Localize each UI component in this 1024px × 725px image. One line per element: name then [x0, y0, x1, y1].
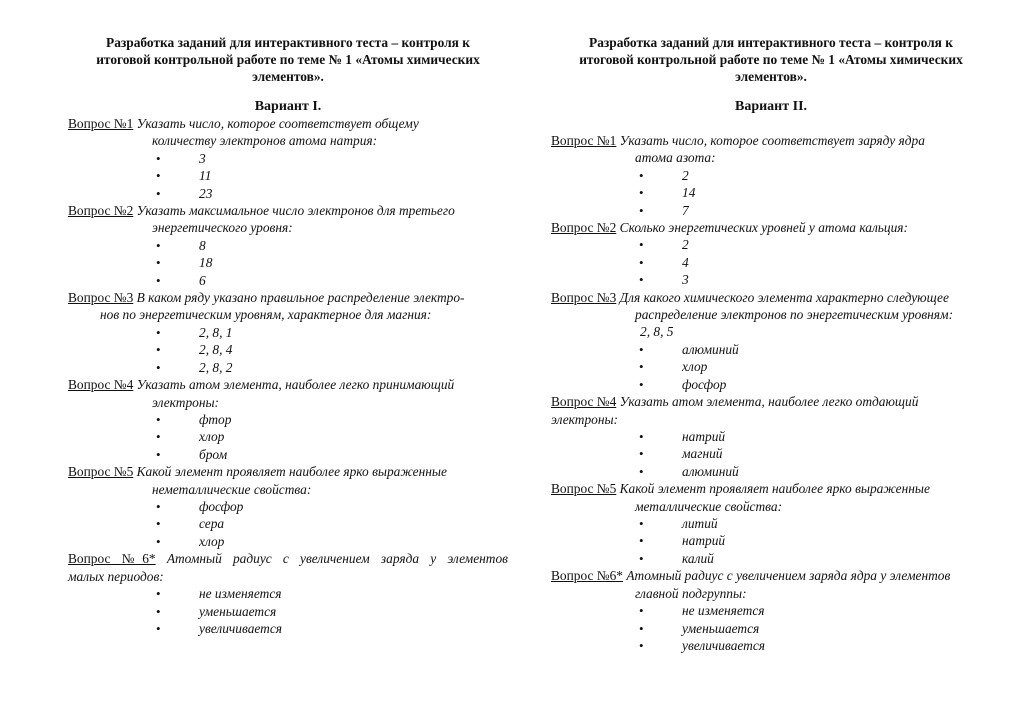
bullet-icon: • — [639, 533, 644, 549]
question-text-extra: 2, 8, 5 — [640, 324, 674, 340]
answer-option[interactable]: • увеличивается — [156, 621, 283, 637]
question-text: Атомный радиус с увеличением заряда у элементов — [166, 551, 508, 567]
answer-option[interactable]: • литий — [639, 515, 718, 531]
bullet-icon: • — [639, 620, 644, 636]
answer-option[interactable]: • калий — [639, 550, 714, 566]
bullet-icon: • — [156, 533, 161, 549]
answer-options — [551, 236, 991, 289]
bullet-icon: • — [156, 168, 161, 184]
bullet-icon: • — [639, 254, 644, 270]
bullet-icon: • — [156, 237, 161, 253]
bullet-icon: • — [156, 516, 161, 532]
question-text-cont: электроны: — [551, 411, 619, 427]
answer-option[interactable]: • 7 — [639, 202, 689, 218]
bullet-icon: • — [156, 324, 161, 340]
variant-heading: Вариант II. — [734, 99, 808, 114]
bullet-icon: • — [156, 342, 161, 358]
variant-heading: Вариант I. — [254, 99, 322, 114]
bullet-icon: • — [639, 202, 644, 218]
question-text-cont: энергетического уровня: — [152, 220, 293, 236]
bullet-icon: • — [156, 586, 161, 602]
bullet-icon: • — [639, 603, 644, 619]
question — [68, 376, 508, 463]
answer-option[interactable]: • хлор — [156, 429, 225, 445]
answer-option[interactable]: • 2 — [639, 167, 689, 183]
answer-options — [68, 498, 508, 551]
answer-options — [68, 585, 508, 638]
answer-option[interactable]: • натрий — [639, 533, 726, 549]
question-number: Вопрос №2 — [68, 203, 134, 219]
bullet-icon: • — [639, 167, 644, 183]
answer-option[interactable]: • алюминий — [639, 463, 739, 479]
answer-option[interactable]: • уменьшается — [156, 603, 277, 619]
answer-option[interactable]: • не изменяется — [639, 603, 765, 619]
question-number: Вопрос №4 — [68, 377, 134, 393]
bullet-icon: • — [156, 185, 161, 201]
bullet-icon: • — [156, 255, 161, 271]
question-number: Вопрос №6* — [68, 551, 156, 567]
document-title: Разработка заданий для интерактивного теста – контроля к итоговой контрольной работе по теме № 1 «Атомы химических элементов». — [96, 35, 480, 84]
answer-option[interactable]: • хлор — [156, 533, 225, 549]
bullet-icon: • — [639, 185, 644, 201]
bullet-icon: • — [639, 237, 644, 253]
answer-options — [68, 324, 508, 377]
answer-options — [551, 428, 991, 481]
question-number: Вопрос №3 — [551, 289, 617, 305]
question — [68, 289, 508, 376]
answer-options — [551, 341, 991, 394]
answer-options — [551, 515, 991, 568]
question — [551, 132, 991, 219]
question-number: Вопрос №5 — [68, 464, 134, 480]
question-number: Вопрос №1 — [68, 116, 134, 131]
question-text-cont: главной подгруппы: — [635, 585, 747, 601]
answer-option[interactable]: • бром — [156, 446, 228, 462]
question-text-cont: нов по энергетическим уровням, характерное для магния: — [100, 307, 432, 323]
answer-option[interactable]: • 14 — [639, 185, 696, 201]
question-text: В каком ряду указано правильное распределение электро- — [136, 290, 465, 306]
question-number: Вопрос №4 — [551, 394, 617, 410]
answer-option[interactable]: • хлор — [639, 359, 708, 375]
question — [551, 219, 991, 289]
question — [551, 567, 991, 654]
answer-option[interactable]: • магний — [639, 446, 723, 462]
question-text-cont: количеству электронов атома натрия: — [152, 133, 378, 149]
question — [551, 289, 991, 393]
bullet-icon: • — [156, 272, 161, 288]
question-text-cont: металлические свойства: — [635, 498, 783, 514]
bullet-icon: • — [639, 463, 644, 479]
question-text-cont: атома азота: — [635, 150, 716, 166]
answer-option[interactable]: • не изменяется — [156, 586, 282, 602]
answer-option[interactable]: • 2, 8, 2 — [156, 359, 233, 375]
answer-option[interactable]: • 23 — [156, 185, 213, 201]
bullet-icon: • — [639, 341, 644, 357]
answer-option[interactable]: • 8 — [156, 237, 206, 253]
question-number: Вопрос №6* — [551, 568, 623, 584]
question-text: Указать атом элемента, наиболее легко отдающий — [619, 394, 919, 410]
bullet-icon: • — [639, 359, 644, 375]
question-text: Сколько энергетических уровней у атома кальция: — [619, 220, 908, 236]
answer-option[interactable]: • натрий — [639, 428, 726, 444]
answer-option[interactable]: • 2, 8, 1 — [156, 324, 233, 340]
answer-option[interactable]: • 3 — [639, 272, 689, 288]
answer-option[interactable]: • 2 — [639, 237, 689, 253]
question-text: Какой элемент проявляет наиболее ярко выраженные — [619, 481, 930, 497]
question-number: Вопрос №1 — [551, 133, 617, 148]
question — [68, 202, 508, 289]
variant-2-column — [551, 34, 991, 655]
question-text: Атомный радиус с увеличением заряда ядра у элементов — [626, 568, 951, 584]
question-text: Указать атом элемента, наиболее легко принимающий — [136, 377, 455, 393]
question-text-cont: неметаллические свойства: — [152, 481, 312, 497]
question-number: Вопрос №3 — [68, 290, 134, 306]
answer-option[interactable]: • фосфор — [639, 376, 727, 392]
question-text: Для какого химического элемента характерно следующее — [619, 289, 949, 305]
bullet-icon: • — [639, 428, 644, 444]
question — [68, 550, 508, 637]
question-text: Указать число, которое соответствует заряду ядра — [619, 133, 925, 148]
answer-option[interactable]: • 11 — [156, 168, 212, 184]
answer-options — [68, 150, 508, 203]
question-text: Указать максимальное число электронов для третьего — [136, 203, 455, 219]
bullet-icon: • — [639, 515, 644, 531]
question-number: Вопрос №2 — [551, 220, 617, 236]
question — [68, 463, 508, 550]
answer-option[interactable]: • фтор — [156, 411, 232, 427]
bullet-icon: • — [639, 638, 644, 654]
bullet-icon: • — [156, 429, 161, 445]
answer-option[interactable]: • сера — [156, 516, 225, 532]
answer-options — [551, 602, 991, 655]
answer-options — [551, 167, 991, 220]
bullet-icon: • — [156, 498, 161, 514]
bullet-icon: • — [639, 272, 644, 288]
answer-options — [68, 411, 508, 464]
answer-option[interactable]: • увеличивается — [639, 638, 766, 654]
bullet-icon: • — [156, 603, 161, 619]
bullet-icon: • — [156, 150, 161, 166]
question — [68, 115, 508, 202]
bullet-icon: • — [639, 376, 644, 392]
answer-option[interactable]: • 2, 8, 4 — [156, 342, 233, 358]
question-text-cont: малых периодов: — [68, 568, 164, 584]
document-title: Разработка заданий для интерактивного теста – контроля к итоговой контрольной работе по теме № 1 «Атомы химических элементов». — [579, 35, 963, 84]
answer-options — [68, 237, 508, 290]
question — [551, 480, 991, 567]
answer-option[interactable]: • 4 — [639, 254, 689, 270]
question-text-cont: распределение электронов по энергетическим уровням: — [635, 307, 954, 323]
bullet-icon: • — [639, 550, 644, 566]
answer-option[interactable]: • алюминий — [639, 341, 739, 357]
question-text: Указать число, которое соответствует общему — [136, 116, 419, 131]
question-number: Вопрос №5 — [551, 481, 617, 497]
bullet-icon: • — [156, 359, 161, 375]
bullet-icon: • — [639, 446, 644, 462]
bullet-icon: • — [156, 621, 161, 637]
answer-option[interactable]: • фосфор — [156, 498, 244, 514]
answer-option[interactable]: • уменьшается — [639, 620, 760, 636]
variant-1-column — [68, 34, 508, 638]
answer-option[interactable]: • 6 — [156, 272, 206, 288]
bullet-icon: • — [156, 446, 161, 462]
question-text: Какой элемент проявляет наиболее ярко выраженные — [136, 464, 447, 480]
question — [551, 393, 991, 480]
answer-option[interactable]: • 3 — [156, 150, 206, 166]
question-text-cont: электроны: — [152, 394, 220, 410]
answer-option[interactable]: • 18 — [156, 255, 213, 271]
bullet-icon: • — [156, 411, 161, 427]
